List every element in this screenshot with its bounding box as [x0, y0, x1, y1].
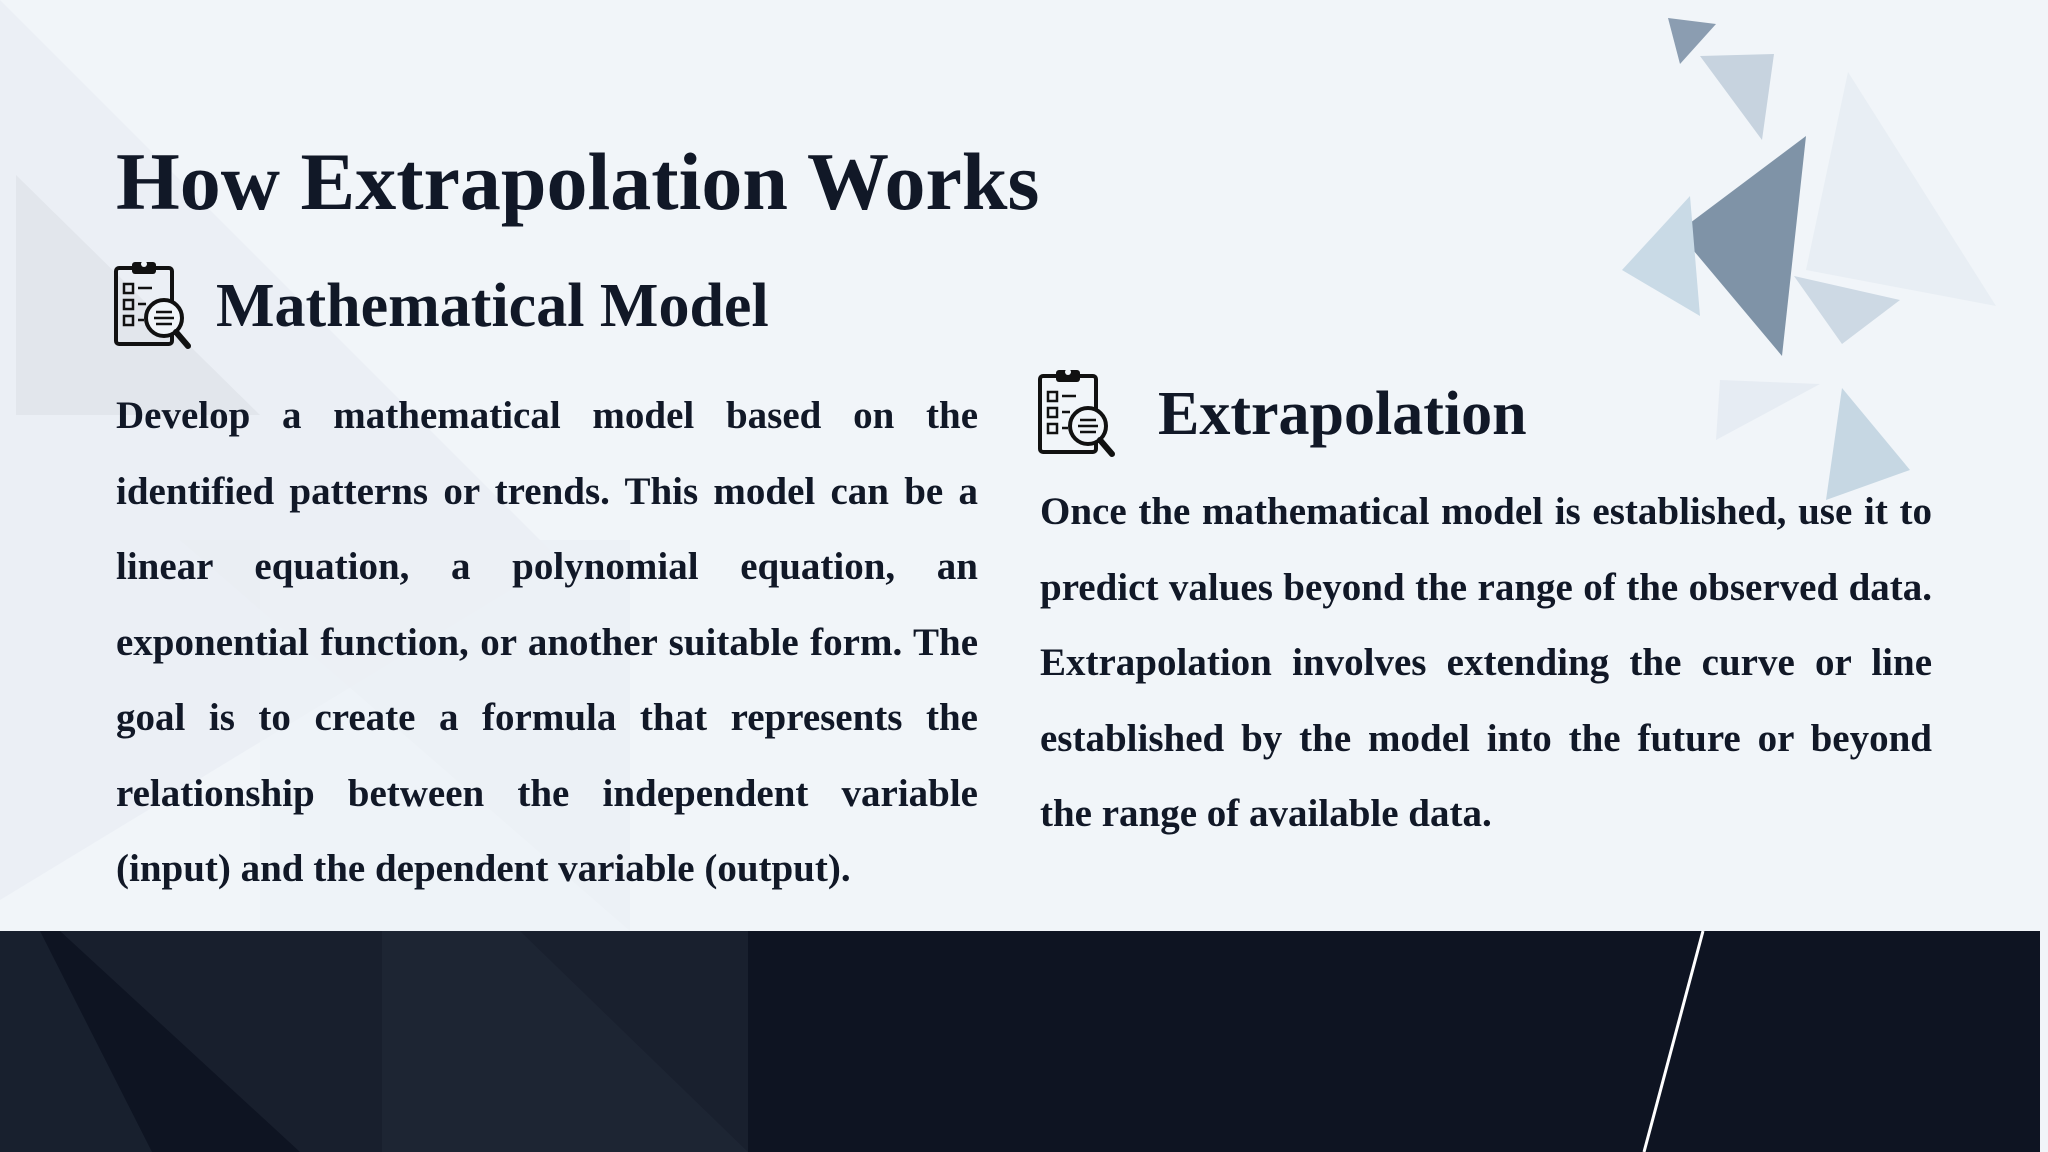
- bg-triangle: [1678, 136, 1806, 356]
- bg-triangle: [1806, 72, 1996, 306]
- section-heading-extrapolation: [1036, 366, 1527, 462]
- bg-triangle: [1794, 276, 1900, 344]
- section-body-extrapolation: Once the mathematical model is established, use it to predict values beyond the range of the observed data. Extrapolation involves extending the curve or line established by the model into the future or beyond the range of available data.: [1040, 490, 1932, 835]
- slide-title: How Extrapolation Works: [116, 136, 1040, 227]
- footer-band: [0, 931, 2040, 1152]
- bg-triangle: [1700, 54, 1774, 140]
- section-heading-text: Extrapolation: [1158, 380, 1527, 448]
- section-heading-mathematical-model: [112, 258, 769, 354]
- bg-triangle: [1622, 196, 1700, 316]
- section-heading-text: Mathematical Model: [216, 272, 769, 340]
- clipboard-magnifier-icon: [112, 258, 192, 354]
- clipboard-magnifier-icon: [1036, 366, 1116, 462]
- bg-triangle: [1716, 380, 1820, 440]
- section-body-mathematical-model: Develop a mathematical model based on the identified patterns or trends. This model can be a linear equation, a polynomial equation, an exponential function, or another suitable form. The goal is to create a formula that represents the relationship between the independent variable (input) and the dependent variable (output).: [116, 394, 978, 890]
